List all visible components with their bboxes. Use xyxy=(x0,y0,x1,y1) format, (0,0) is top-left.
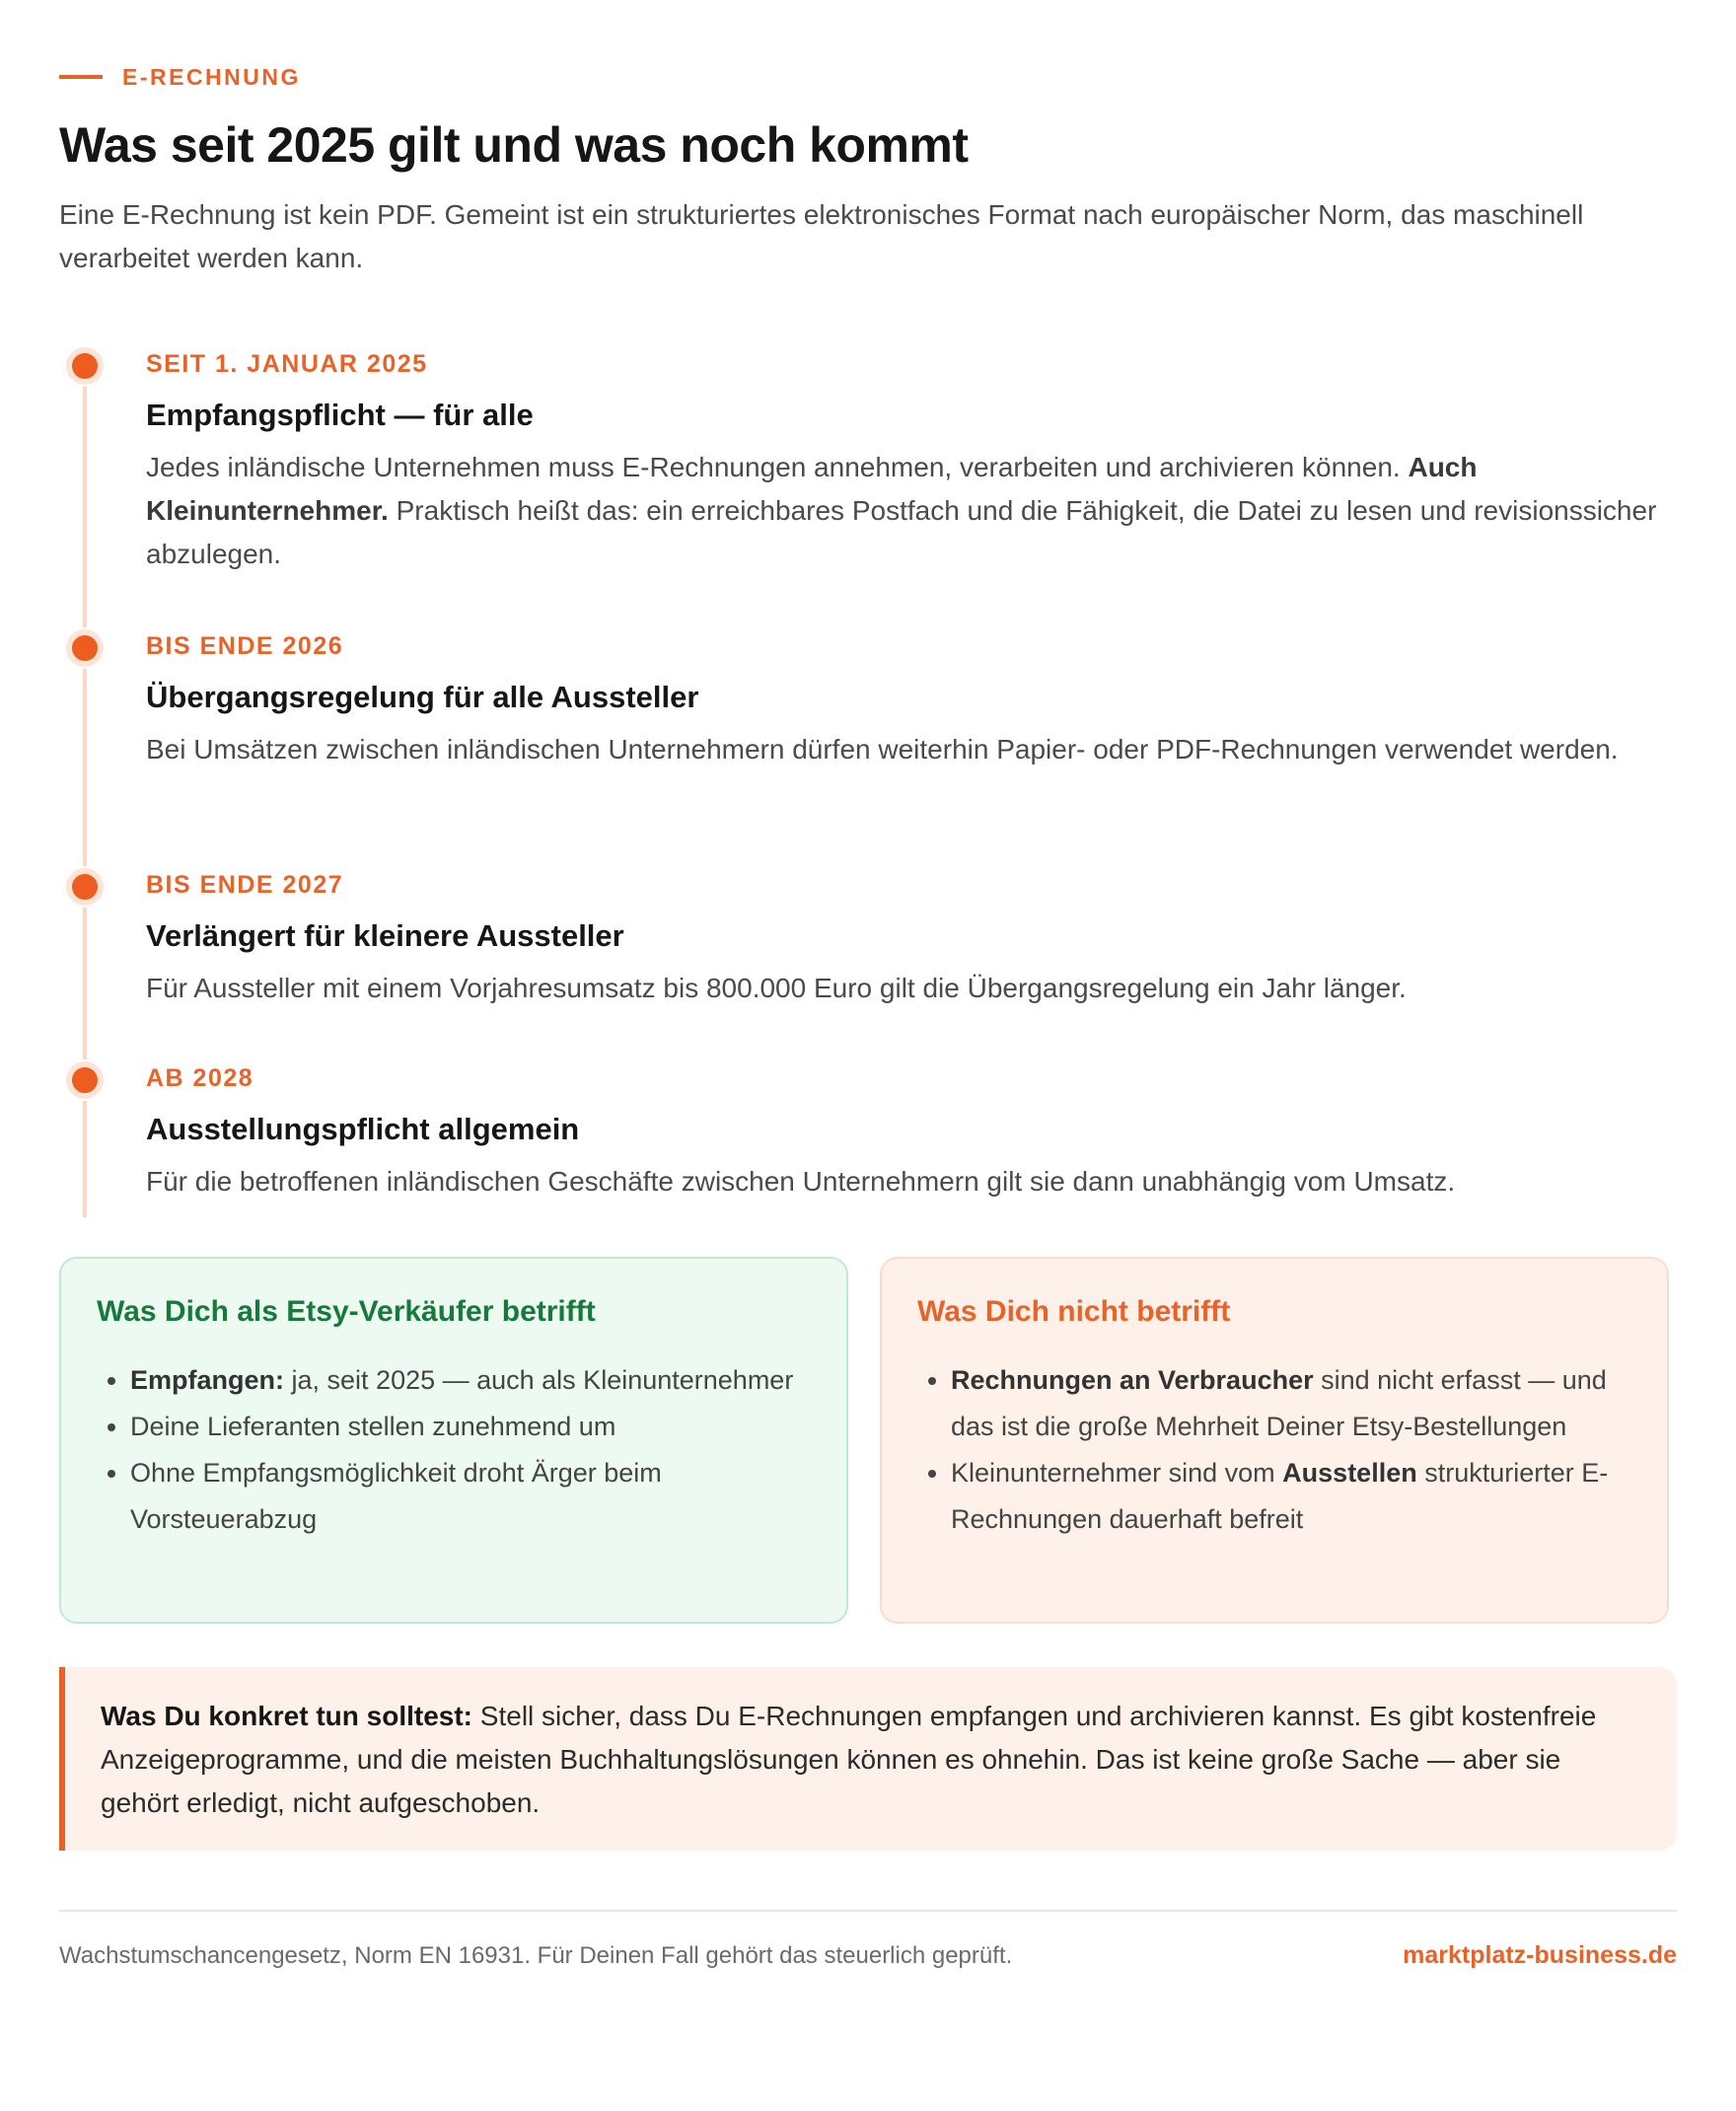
not-affects-card-title: Was Dich nicht betrifft xyxy=(917,1295,1231,1328)
timeline-dot-icon xyxy=(66,347,104,385)
timeline-dot-icon xyxy=(66,1061,104,1099)
timeline-date: AB 2028 xyxy=(146,1064,254,1092)
eyebrow-rule xyxy=(59,75,103,79)
timeline-dot-icon xyxy=(66,629,104,667)
timeline-date: BIS ENDE 2027 xyxy=(146,871,344,899)
affects-list xyxy=(97,1357,811,1543)
info-cards xyxy=(59,1257,1677,1624)
timeline-heading: Übergangsregelung für alle Aussteller xyxy=(146,680,699,714)
timeline-date: SEIT 1. JANUAR 2025 xyxy=(146,350,428,378)
callout-text: Stell sicher, dass Du E-Rechnungen empfangen und archivieren kannst. Es gibt kostenfreie Anzeigeprogramme, und die meisten Buchhaltungslösungen können es ohnehin. Das ist keine große Sache — aber sie gehört erledigt, nicht aufgeschoben. xyxy=(101,1701,1597,1818)
intro-text: Eine E-Rechnung ist kein PDF. Gemeint ist ein strukturiertes elektronisches Format nach europäischer Norm, das maschinell verarbeitet werden kann. xyxy=(59,199,1584,273)
timeline-heading: Ausstellungspflicht allgemein xyxy=(146,1112,580,1146)
list-item: • Kleinunternehmer sind vom Ausstellen strukturierter E-Rechnungen dauerhaft befreit xyxy=(951,1450,1631,1543)
footer xyxy=(59,1941,1677,1970)
timeline-item xyxy=(59,1061,1677,1211)
timeline-heading: Empfangspflicht — für alle xyxy=(146,398,534,432)
not-affects-list xyxy=(917,1357,1631,1543)
timeline xyxy=(59,347,1677,1211)
highlight: Auch Kleinunternehmer. xyxy=(146,452,1478,526)
timeline-item xyxy=(59,868,1677,1061)
timeline-body: Für die betroffenen inländischen Geschäfte zwischen Unternehmern gilt sie dann unabhängig vom Umsatz. xyxy=(146,1166,1456,1197)
footer-brand-link[interactable]: marktplatz-business.de xyxy=(1403,1941,1677,1969)
timeline-date: BIS ENDE 2026 xyxy=(146,632,344,660)
footer-source: Wachstumschancengesetz, Norm EN 16931. Für Deinen Fall gehört das steuerlich geprüft. xyxy=(59,1941,1013,1969)
not-affects-card xyxy=(880,1257,1669,1624)
list-item: • Empfangen: ja, seit 2025 — auch als Kleinunternehmer xyxy=(130,1357,811,1404)
list-item: • Deine Lieferanten stellen zunehmend um xyxy=(130,1404,811,1450)
eyebrow-label: E-RECHNUNG xyxy=(122,63,301,90)
eyebrow xyxy=(59,59,1677,95)
page-title: Was seit 2025 gilt und was noch kommt xyxy=(59,117,969,173)
affects-card xyxy=(59,1257,848,1624)
affects-card-title: Was Dich als Etsy-Verkäufer betrifft xyxy=(97,1295,596,1328)
callout-lead: Was Du konkret tun solltest: xyxy=(101,1701,473,1731)
timeline-body: Jedes inländische Unternehmen muss E-Rechnungen annehmen, verarbeiten und archivieren können. Auch Kleinunternehmer. Praktisch heißt das: ein erreichbares Postfach und die Fähigkeit, die Datei zu lesen und revisionssicher abzulegen. xyxy=(146,452,1657,569)
timeline-dot-icon xyxy=(66,868,104,906)
footer-divider xyxy=(59,1910,1677,1912)
timeline-item xyxy=(59,629,1677,868)
timeline-body: Bei Umsätzen zwischen inländischen Unternehmern dürfen weiterhin Papier- oder PDF-Rechnungen verwendet werden. xyxy=(146,734,1619,764)
action-callout xyxy=(59,1667,1677,1851)
list-item: • Ohne Empfangsmöglichkeit droht Ärger beim Vorsteuerabzug xyxy=(130,1450,811,1543)
list-item: • Rechnungen an Verbraucher sind nicht erfasst — und das ist die große Mehrheit Deiner Etsy-Bestellungen xyxy=(951,1357,1631,1450)
timeline-body: Für Aussteller mit einem Vorjahresumsatz bis 800.000 Euro gilt die Übergangsregelung ein Jahr länger. xyxy=(146,973,1407,1003)
timeline-item xyxy=(59,347,1677,629)
timeline-heading: Verlängert für kleinere Aussteller xyxy=(146,918,624,953)
